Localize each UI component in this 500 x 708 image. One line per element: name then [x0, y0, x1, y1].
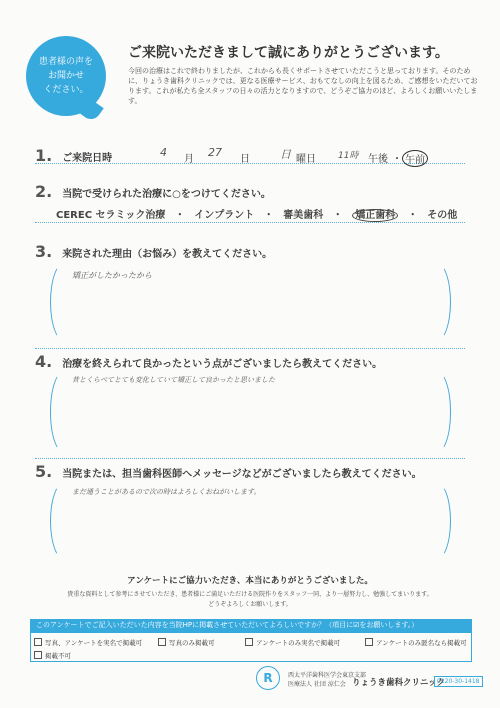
q5-number: 5.	[35, 462, 53, 481]
thanks-line-2: どうぞよろしくお願いします。	[208, 601, 292, 608]
q4-bracket-right	[436, 370, 451, 454]
option-implant[interactable]: インプラント	[194, 210, 255, 221]
q5-label: 当院または、担当歯科医師へメッセージなどがございましたら教えてください。	[62, 469, 422, 480]
voice-bubble	[26, 36, 106, 116]
consent-option-1-label: 写真、アンケートを実名で掲載可	[45, 639, 143, 647]
option-sep-2: ・	[263, 210, 274, 221]
q3-number: 3.	[35, 242, 53, 261]
q1-label: ご来院日時	[62, 153, 113, 164]
q1-weekday-unit: 曜日	[296, 154, 316, 165]
consent-option-5[interactable]	[34, 651, 71, 660]
q1-day-value[interactable]: 27	[208, 146, 222, 159]
checkbox-icon[interactable]	[245, 638, 253, 646]
q1-weekday-value[interactable]: 日	[280, 148, 291, 161]
q1-pm: 午後	[368, 154, 388, 165]
q4-number: 4.	[35, 352, 53, 371]
consent-option-1[interactable]	[34, 638, 142, 647]
footer-line-2: 医療法人 社団 涼仁会	[288, 681, 346, 688]
question-2	[35, 182, 271, 201]
bubble-line-3: ください。	[43, 85, 89, 95]
consent-option-3-label: アンケートのみ実名で掲載可	[256, 639, 341, 647]
consent-option-2-label: 写真のみ掲載可	[169, 639, 215, 647]
q1-month-unit: 月	[184, 154, 194, 165]
thanks-line-1: 貴重な資料として参考にさせていただき、患者様にご満足いただける医院作りをスタッフ一同、より一層努力し、勉強してまいります。	[67, 591, 433, 598]
option-cerec[interactable]: CEREC セラミック治療	[56, 210, 166, 221]
bubble-line-2: お聞かせ	[47, 71, 84, 81]
consent-option-4-label: アンケートのみ匿名なら掲載可	[376, 639, 467, 647]
question-3	[35, 242, 272, 261]
q3-bracket-right	[436, 262, 451, 342]
q1-sep: ・	[392, 154, 402, 165]
q2-label: 当院で受けられた治療に○をつけてください。	[62, 189, 271, 200]
consent-options-box	[30, 632, 472, 662]
q5-bracket-right	[436, 482, 451, 560]
consent-option-3[interactable]	[245, 638, 340, 647]
q4-label: 治療を終えられて良かったという点がございましたら教えてください。	[62, 359, 383, 370]
clinic-name: りょうき歯科クリニック	[352, 678, 445, 688]
option-other[interactable]: その他	[427, 210, 458, 221]
q1-day-unit: 日	[240, 154, 250, 165]
checkbox-icon[interactable]	[34, 638, 42, 646]
consent-option-4[interactable]	[365, 638, 467, 647]
q1-am-circled[interactable]: 午前	[402, 150, 428, 167]
question-5	[35, 462, 422, 481]
option-orthodontic-circled[interactable]: 矯正歯科	[352, 209, 398, 222]
checkbox-icon[interactable]	[365, 638, 373, 646]
q4-underline	[35, 458, 465, 459]
option-sep-3: ・	[332, 210, 343, 221]
thanks-title: アンケートにご協力いただき、本当にありがとうございました。	[127, 576, 373, 586]
consent-option-2[interactable]	[158, 638, 215, 647]
consent-header: このアンケートでご記入いただいた内容を当院HPに掲載させていただいてよろしいですか？（項目に☑をお願いします。）	[30, 619, 472, 632]
clinic-logo-icon: R	[256, 666, 280, 690]
question-4	[35, 352, 382, 371]
q3-bracket-left	[50, 262, 65, 342]
option-aesthetic[interactable]: 審美歯科	[283, 210, 324, 221]
q1-number: 1.	[35, 146, 53, 165]
consent-option-5-label: 掲載不可	[45, 652, 71, 660]
q3-answer[interactable]: 矯正がしたかったから	[72, 271, 152, 280]
q1-hour-value[interactable]: 11時	[338, 151, 359, 161]
checkbox-icon[interactable]	[34, 651, 42, 659]
q5-bracket-left	[50, 482, 65, 560]
q4-answer[interactable]: 昔とくらべてとても変化していて矯正して良かったと思いました	[72, 376, 275, 384]
q2-underline	[35, 222, 465, 223]
intro-text: 今回の治療はこれで終わりましたが、これからも長くサポートさせていただこうと思っております。そのために、りょうき歯科クリニックでは、更なる医療サービス、おもてなしの向上を図るため、ご感想をいただいております。これが私たち全スタッフの日々の活力となりますので、どうぞご協力のほど、よろしくお願いいたします。	[128, 67, 478, 105]
option-sep-1: ・	[174, 210, 185, 221]
q3-label: 来院された理由（お悩み）を教えてください。	[62, 249, 273, 260]
page-title: ご来院いただきまして誠にありがとうございます。	[128, 45, 449, 61]
q4-bracket-left	[50, 370, 65, 454]
bubble-line-1: 患者様の声を	[38, 57, 93, 67]
q2-number: 2.	[35, 182, 53, 201]
q3-underline	[35, 348, 465, 349]
q5-answer[interactable]: まだ通うことがあるので次の時はよろしくおねがいします。	[72, 488, 261, 496]
option-sep-4: ・	[407, 210, 418, 221]
q1-month-value[interactable]: 4	[160, 146, 167, 159]
treatment-options	[56, 206, 463, 221]
footer-line-1: 西太平洋歯科医学会東京支部	[288, 672, 367, 679]
checkbox-icon[interactable]	[158, 638, 166, 646]
phone-number: 0120-30-1418	[434, 676, 483, 687]
